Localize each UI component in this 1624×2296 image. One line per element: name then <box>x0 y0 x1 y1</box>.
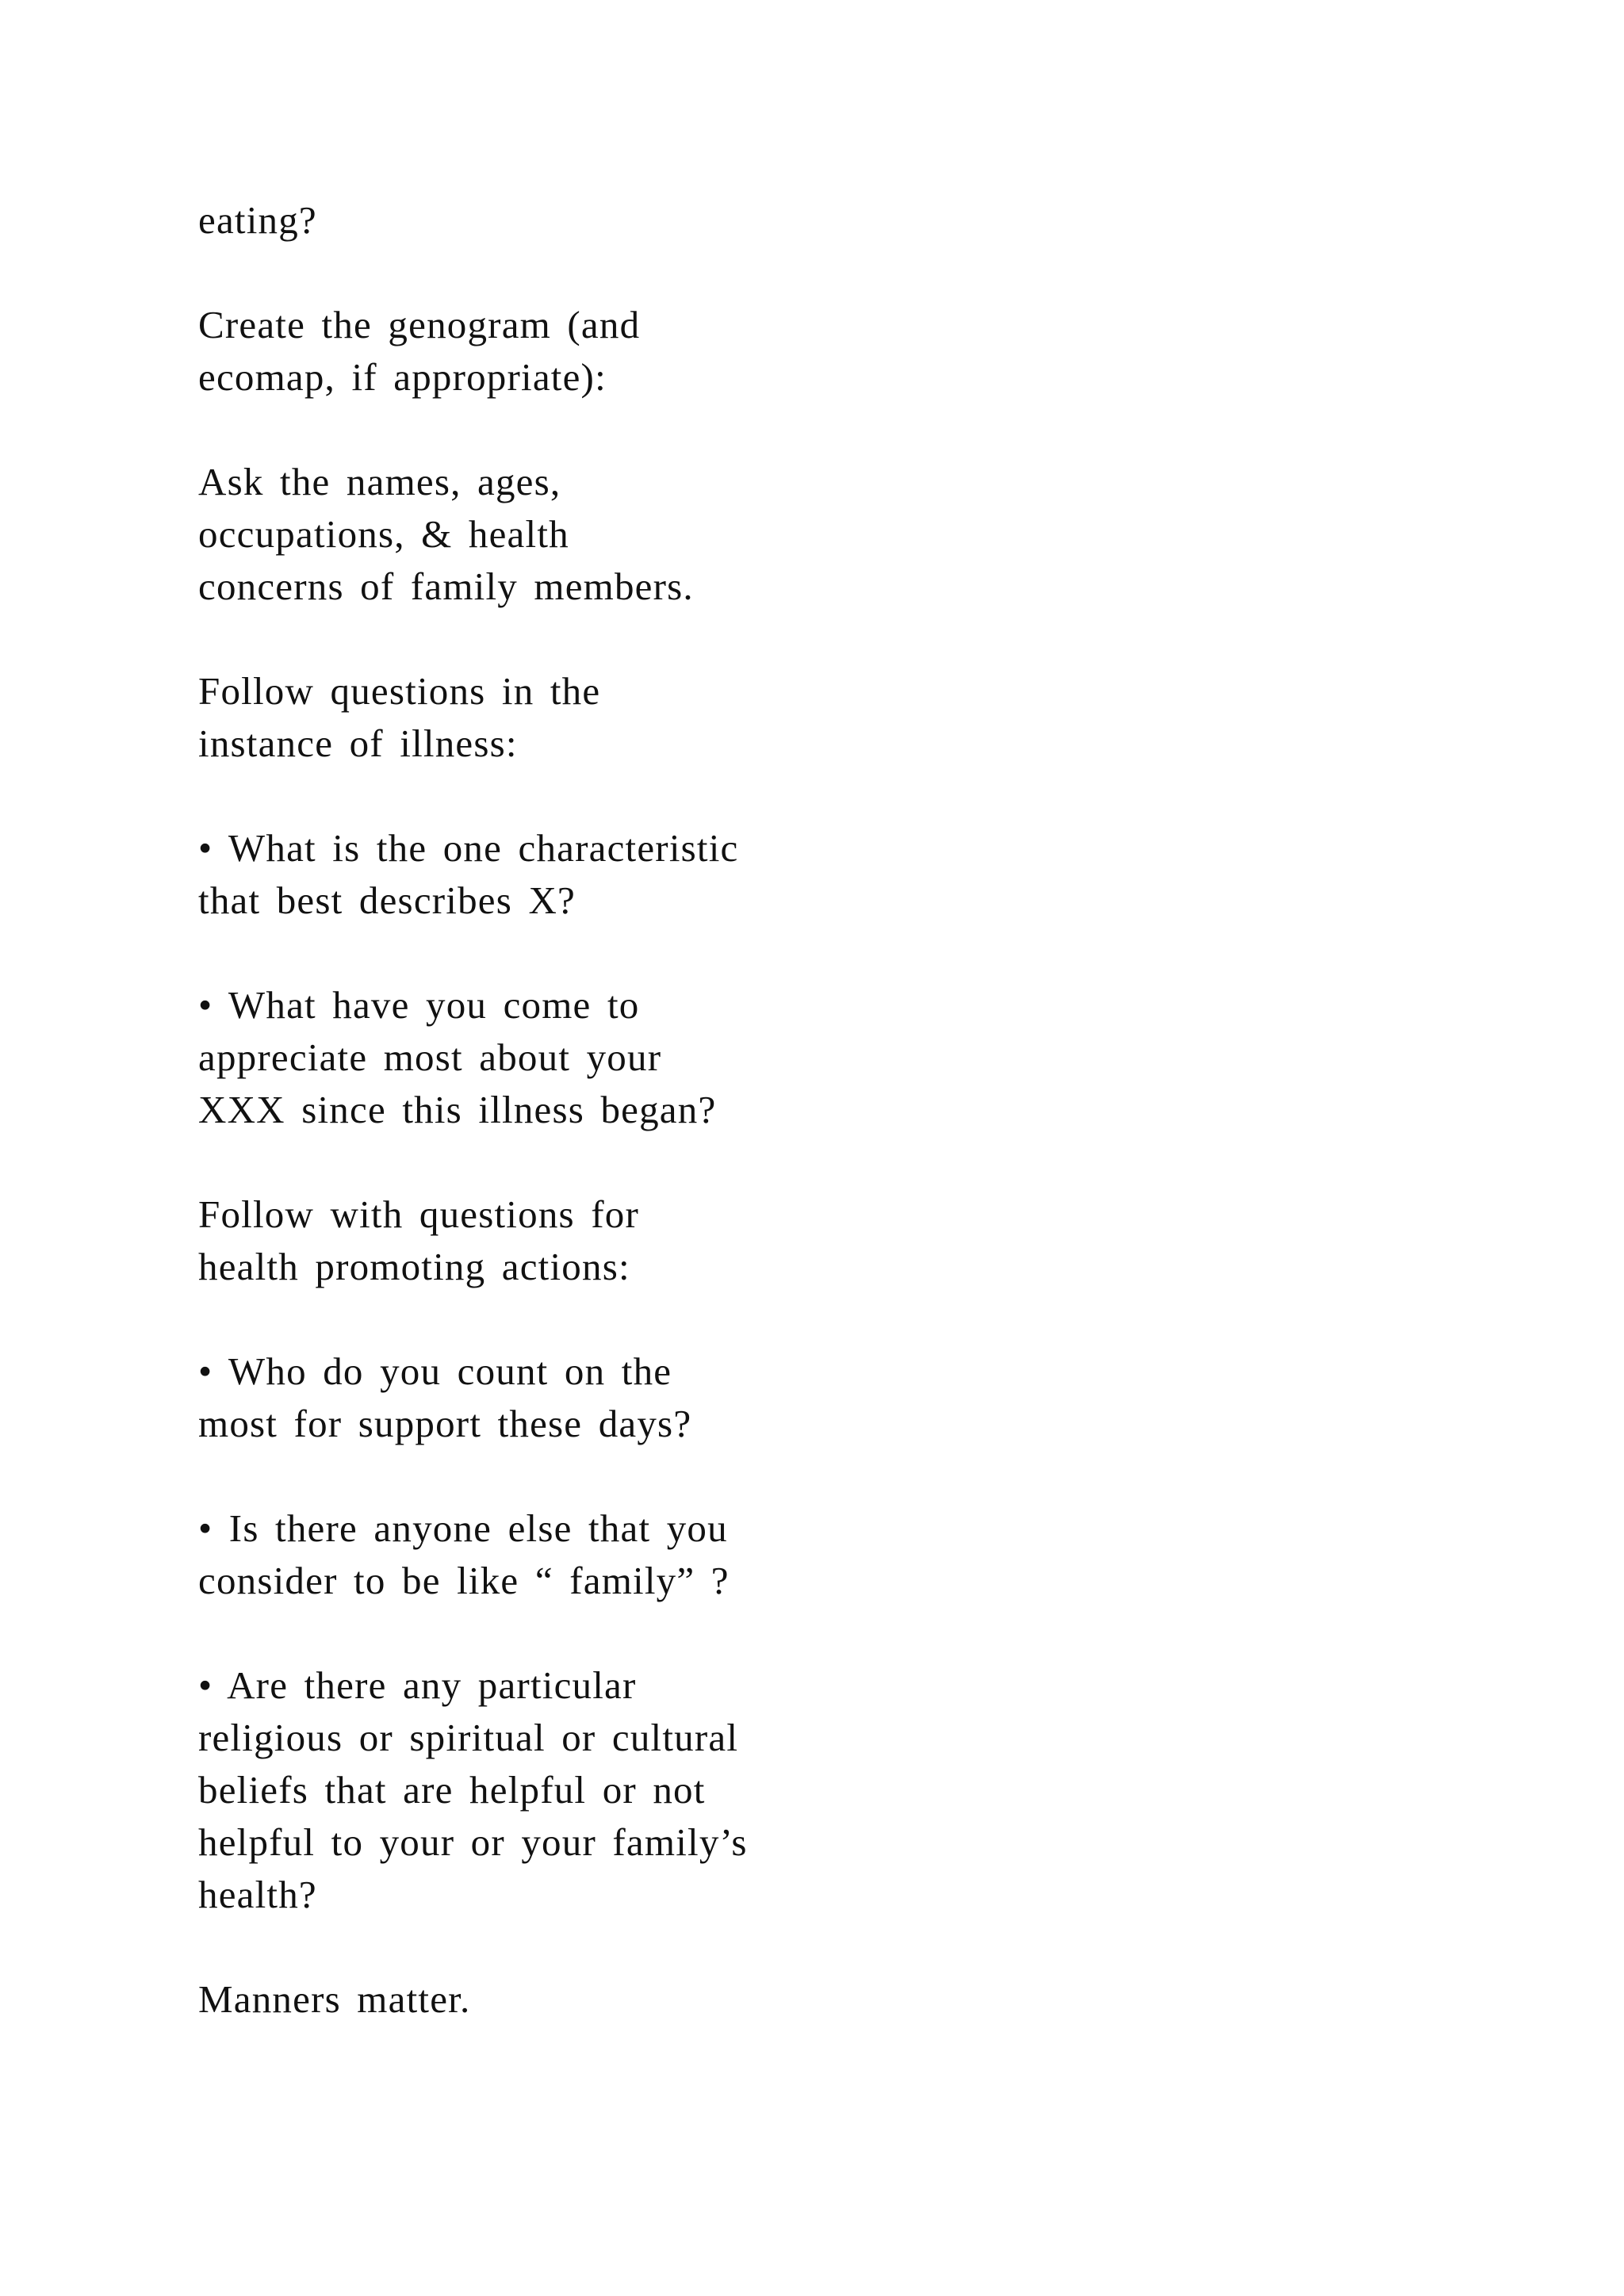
text-line: instance of illness: <box>198 721 518 765</box>
text-line: Manners matter. <box>198 1977 471 2021</box>
text-line: that best describes X? <box>198 878 576 922</box>
text-line: • Is there anyone else that you <box>198 1506 728 1550</box>
text-line: consider to be like “ family” ? <box>198 1559 730 1602</box>
paragraph-eating <box>198 194 880 247</box>
paragraph-health-promoting <box>198 1188 880 1293</box>
text-line: ecomap, if appropriate): <box>198 355 607 399</box>
text-line: Ask the names, ages, <box>198 460 561 503</box>
text-line: helpful to your or your family’s <box>198 1820 748 1864</box>
text-line: beliefs that are helpful or not <box>198 1768 706 1812</box>
text-line: health promoting actions: <box>198 1245 630 1288</box>
text-line: • What have you come to <box>198 983 640 1027</box>
document-body <box>198 194 880 2026</box>
text-line: religious or spiritual or cultural <box>198 1716 739 1759</box>
text-line: health? <box>198 1873 317 1916</box>
bullet-appreciate <box>198 979 880 1136</box>
text-line: concerns of family members. <box>198 564 694 608</box>
text-line: Follow with questions for <box>198 1192 639 1236</box>
text-line: Follow questions in the <box>198 669 601 713</box>
bullet-characteristic <box>198 822 880 927</box>
text-line: occupations, & health <box>198 512 569 556</box>
text-line: • Are there any particular <box>198 1663 637 1707</box>
bullet-family <box>198 1502 880 1607</box>
paragraph-ask-names <box>198 456 880 613</box>
paragraph-illness-questions <box>198 665 880 770</box>
paragraph-manners <box>198 1973 880 2026</box>
text-line: XXX since this illness began? <box>198 1088 717 1131</box>
bullet-beliefs <box>198 1659 880 1921</box>
bullet-support <box>198 1345 880 1450</box>
text-line: eating? <box>198 198 317 242</box>
text-line: appreciate most about your <box>198 1035 662 1079</box>
text-line: most for support these days? <box>198 1402 692 1445</box>
text-line: • What is the one characteristic <box>198 826 739 870</box>
paragraph-genogram <box>198 299 880 404</box>
text-line: • Who do you count on the <box>198 1349 672 1393</box>
text-line: Create the genogram (and <box>198 303 641 346</box>
